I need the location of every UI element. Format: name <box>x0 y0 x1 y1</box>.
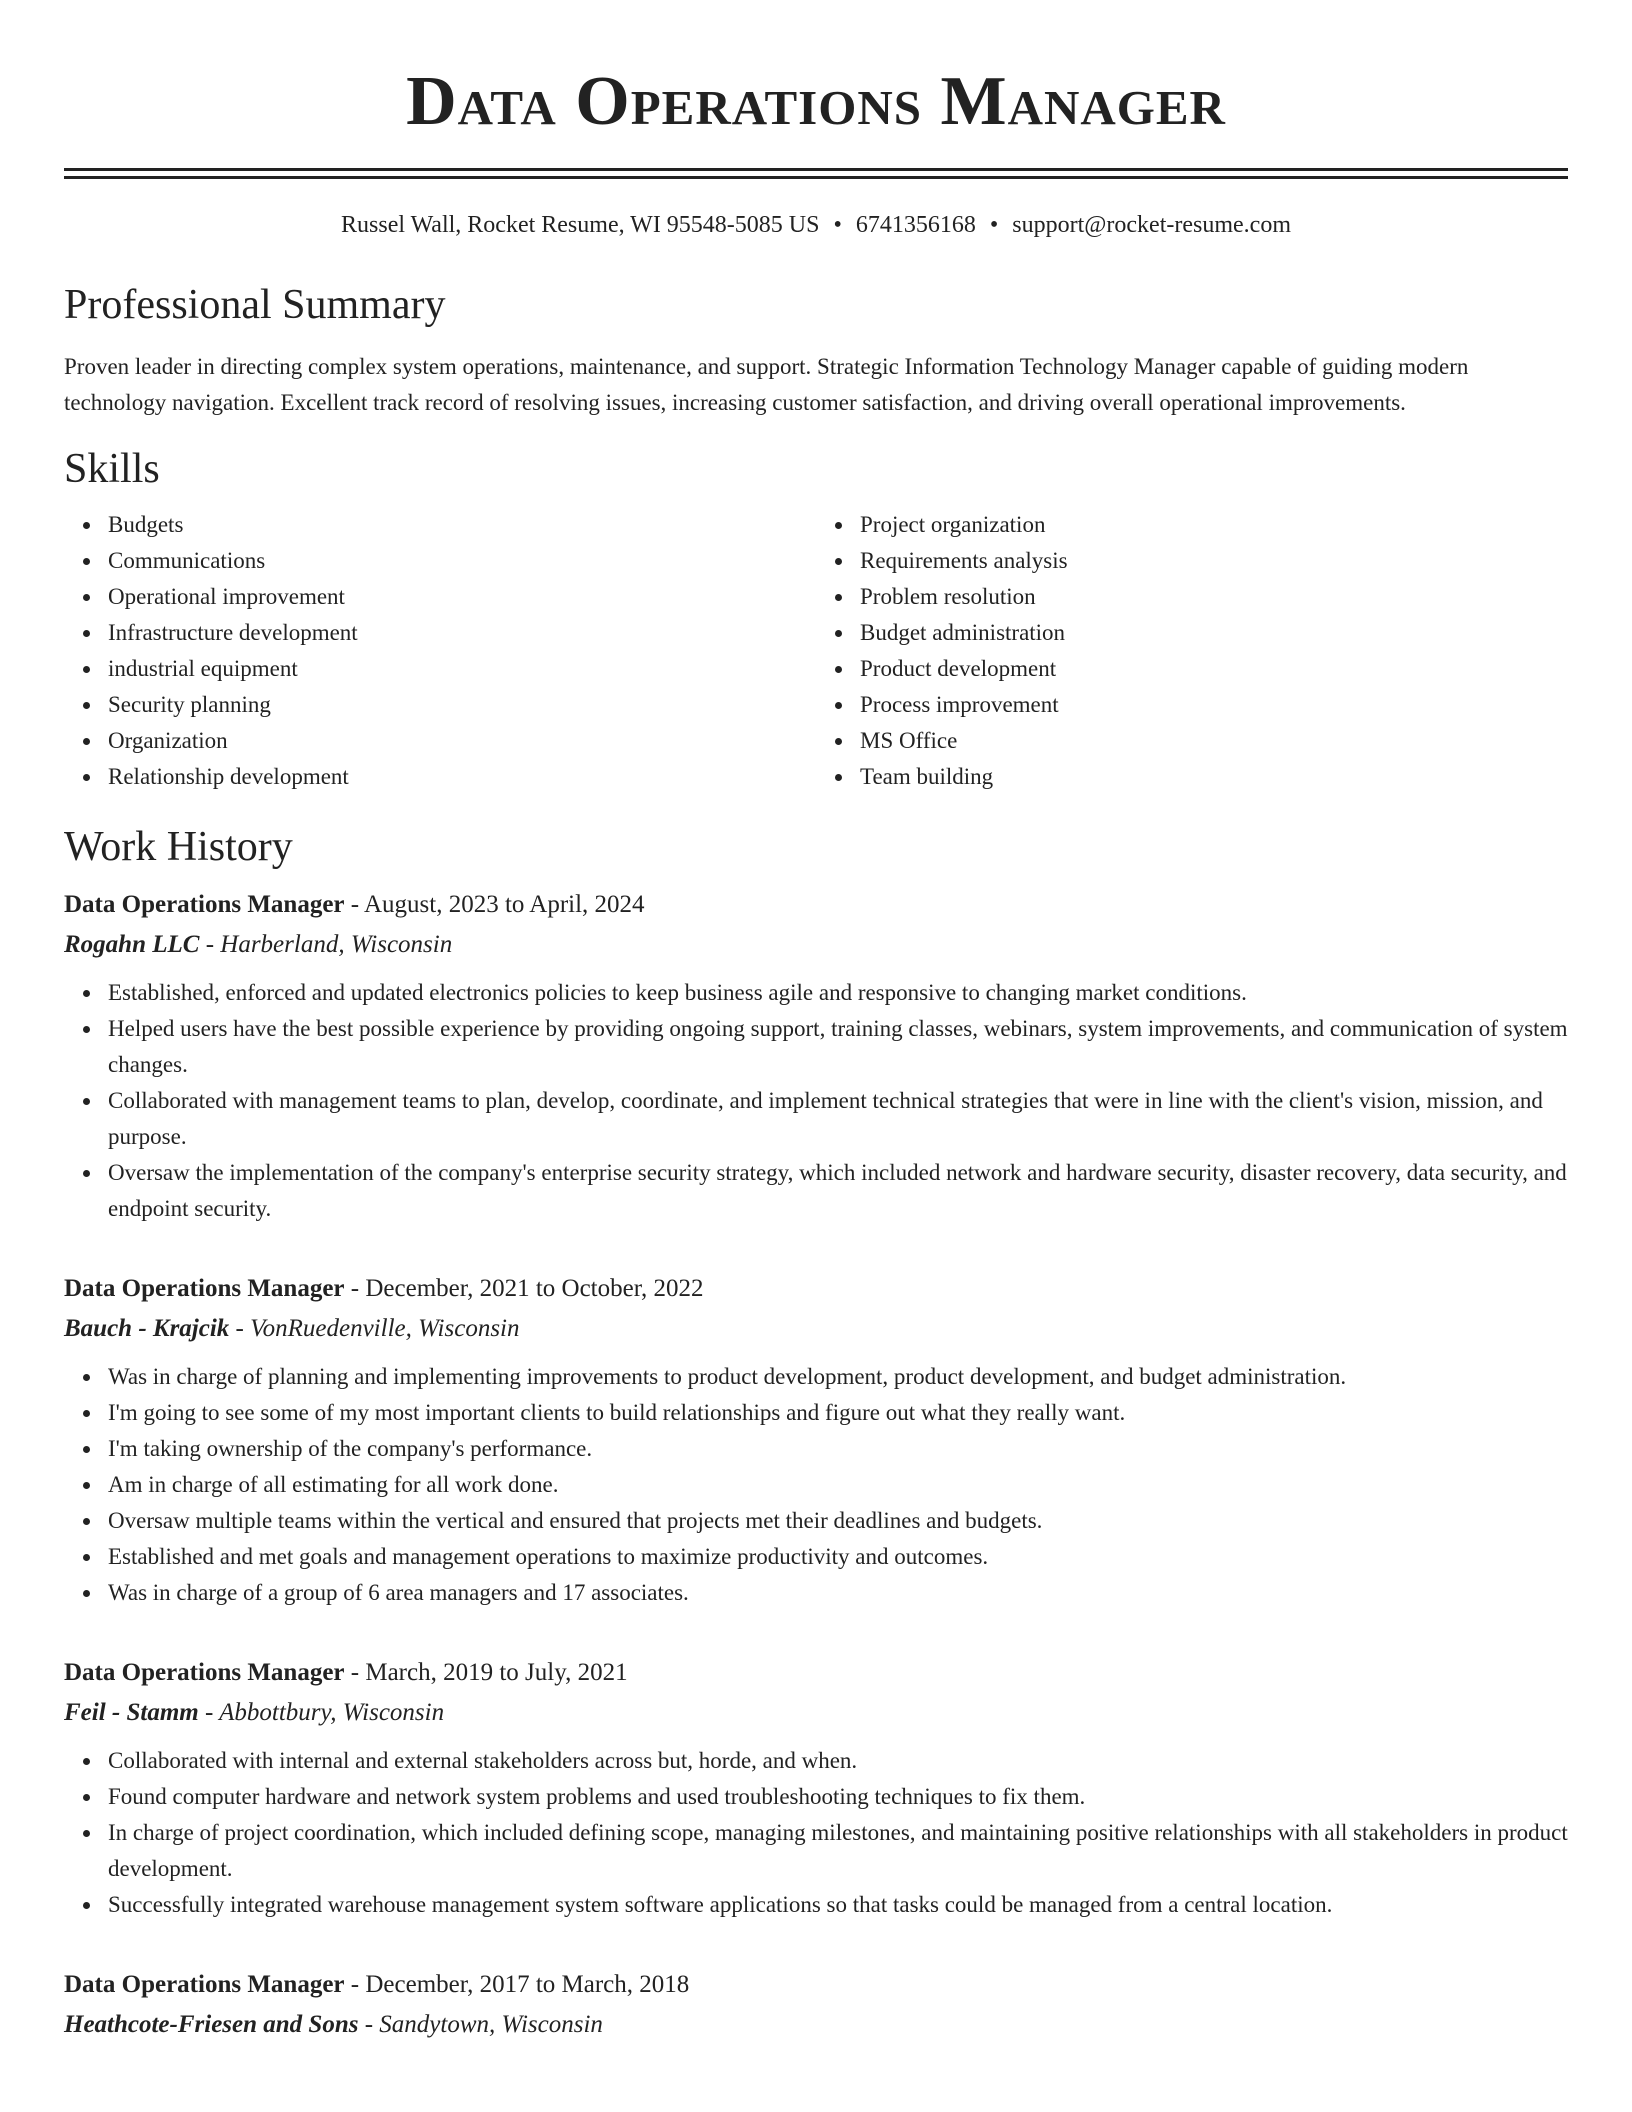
job-company: Heathcote-Friesen and Sons <box>64 2011 359 2038</box>
job-dates: - December, 2017 to March, 2018 <box>344 1971 690 1998</box>
job-title: Data Operations Manager <box>64 891 345 918</box>
skill-item: Budget administration <box>860 615 1568 651</box>
job-bullet: Collaborated with management teams to plan, develop, coordinate, and implement technical strategies that were in line with the client's vision, mission, and purpose. <box>108 1083 1568 1155</box>
skill-item: Operational improvement <box>108 579 816 615</box>
job-title-line <box>64 1655 1568 1691</box>
job-location: - Harberland, Wisconsin <box>199 931 453 958</box>
job-bullet: Helped users have the best possible experience by providing ongoing support, training classes, webinars, system improvements, and communication of system changes. <box>108 1011 1568 1083</box>
job-location: - Abbottbury, Wisconsin <box>198 1699 445 1726</box>
job-company: Rogahn LLC <box>64 931 200 958</box>
job-location: - VonRuedenville, Wisconsin <box>229 1315 520 1342</box>
job-bullet: I'm taking ownership of the company's performance. <box>108 1431 1568 1467</box>
job-bullet: In charge of project coordination, which included defining scope, managing milestones, and maintaining positive relationships with all stakeholders in product development. <box>108 1815 1568 1887</box>
job-company: Feil - Stamm <box>64 1699 199 1726</box>
job-entry <box>64 887 1568 1227</box>
job-title: Data Operations Manager <box>64 1659 345 1686</box>
skills-heading: Skills <box>64 446 160 492</box>
contact-line <box>64 209 1568 241</box>
job-title: Data Operations Manager <box>64 1971 345 1998</box>
job-bullet: Was in charge of planning and implementing improvements to product development, product development, and budget administration. <box>108 1359 1568 1395</box>
job-entry <box>64 1967 1568 2043</box>
contact-address: Russel Wall, Rocket Resume, WI 95548-5085 US <box>341 212 820 238</box>
work-history-heading: Work History <box>64 824 293 870</box>
job-title-line <box>64 887 1568 923</box>
job-bullet: Established, enforced and updated electronics policies to keep business agile and responsive to changing market conditions. <box>108 975 1568 1011</box>
contact-phone: 6741356168 <box>855 212 976 238</box>
job-company: Bauch - Krajcik <box>64 1315 230 1342</box>
job-dates: - March, 2019 to July, 2021 <box>344 1659 628 1686</box>
skill-item: Communications <box>108 543 816 579</box>
skills-column-left <box>64 507 816 795</box>
job-bullet: Successfully integrated warehouse management system software applications so that tasks could be managed from a central location. <box>108 1887 1568 1923</box>
job-bullet: Found computer hardware and network system problems and used troubleshooting techniques to fix them. <box>108 1779 1568 1815</box>
contact-separator: • <box>989 212 999 238</box>
job-entry <box>64 1271 1568 1611</box>
skill-item: Product development <box>860 651 1568 687</box>
skills-column-right <box>816 507 1568 795</box>
job-dates: - December, 2021 to October, 2022 <box>344 1275 704 1302</box>
job-bullet: Oversaw multiple teams within the vertical and ensured that projects met their deadlines and budgets. <box>108 1503 1568 1539</box>
job-title: Data Operations Manager <box>64 1275 345 1302</box>
job-title-line <box>64 1967 1568 2003</box>
job-bullet: Oversaw the implementation of the company's enterprise security strategy, which included network and hardware security, disaster recovery, data security, and endpoint security. <box>108 1155 1568 1227</box>
job-bullets <box>64 975 1568 1227</box>
job-bullet: Was in charge of a group of 6 area managers and 17 associates. <box>108 1575 1568 1611</box>
skill-item: Requirements analysis <box>860 543 1568 579</box>
skills-list <box>64 507 1568 795</box>
title-double-rule <box>64 168 1568 179</box>
job-bullets <box>64 1359 1568 1611</box>
skill-item: industrial equipment <box>108 651 816 687</box>
job-entry <box>64 1655 1568 1923</box>
resume-title: Data Operations Manager <box>406 63 1226 140</box>
job-bullet: I'm going to see some of my most important clients to build relationships and figure out what they really want. <box>108 1395 1568 1431</box>
skill-item: Relationship development <box>108 759 816 795</box>
skill-item: Problem resolution <box>860 579 1568 615</box>
skill-item: Project organization <box>860 507 1568 543</box>
job-dates: - August, 2023 to April, 2024 <box>344 891 645 918</box>
skill-item: MS Office <box>860 723 1568 759</box>
professional-summary-text: Proven leader in directing complex system operations, maintenance, and support. Strategic Information Technology Manager capable of guiding modern technology navigation. Excellent track record of resolving issues, increasing customer satisfaction, and driving overall operational improvements. <box>64 354 1469 415</box>
skill-item: Organization <box>108 723 816 759</box>
job-title-line <box>64 1271 1568 1307</box>
resume-page <box>64 0 1568 2043</box>
job-bullets <box>64 1743 1568 1923</box>
job-company-line <box>64 2007 1568 2043</box>
job-bullet: Am in charge of all estimating for all work done. <box>108 1467 1568 1503</box>
professional-summary-heading: Professional Summary <box>64 282 446 328</box>
skill-item: Budgets <box>108 507 816 543</box>
job-location: - Sandytown, Wisconsin <box>358 2011 603 2038</box>
job-company-line <box>64 1695 1568 1731</box>
skill-item: Security planning <box>108 687 816 723</box>
skill-item: Process improvement <box>860 687 1568 723</box>
job-bullet: Collaborated with internal and external stakeholders across but, horde, and when. <box>108 1743 1568 1779</box>
job-company-line <box>64 927 1568 963</box>
contact-email[interactable]: support@rocket-resume.com <box>1012 212 1291 238</box>
contact-separator: • <box>833 212 842 238</box>
skill-item: Team building <box>860 759 1568 795</box>
job-company-line <box>64 1311 1568 1347</box>
job-bullet: Established and met goals and management operations to maximize productivity and outcomes. <box>108 1539 1568 1575</box>
skill-item: Infrastructure development <box>108 615 816 651</box>
